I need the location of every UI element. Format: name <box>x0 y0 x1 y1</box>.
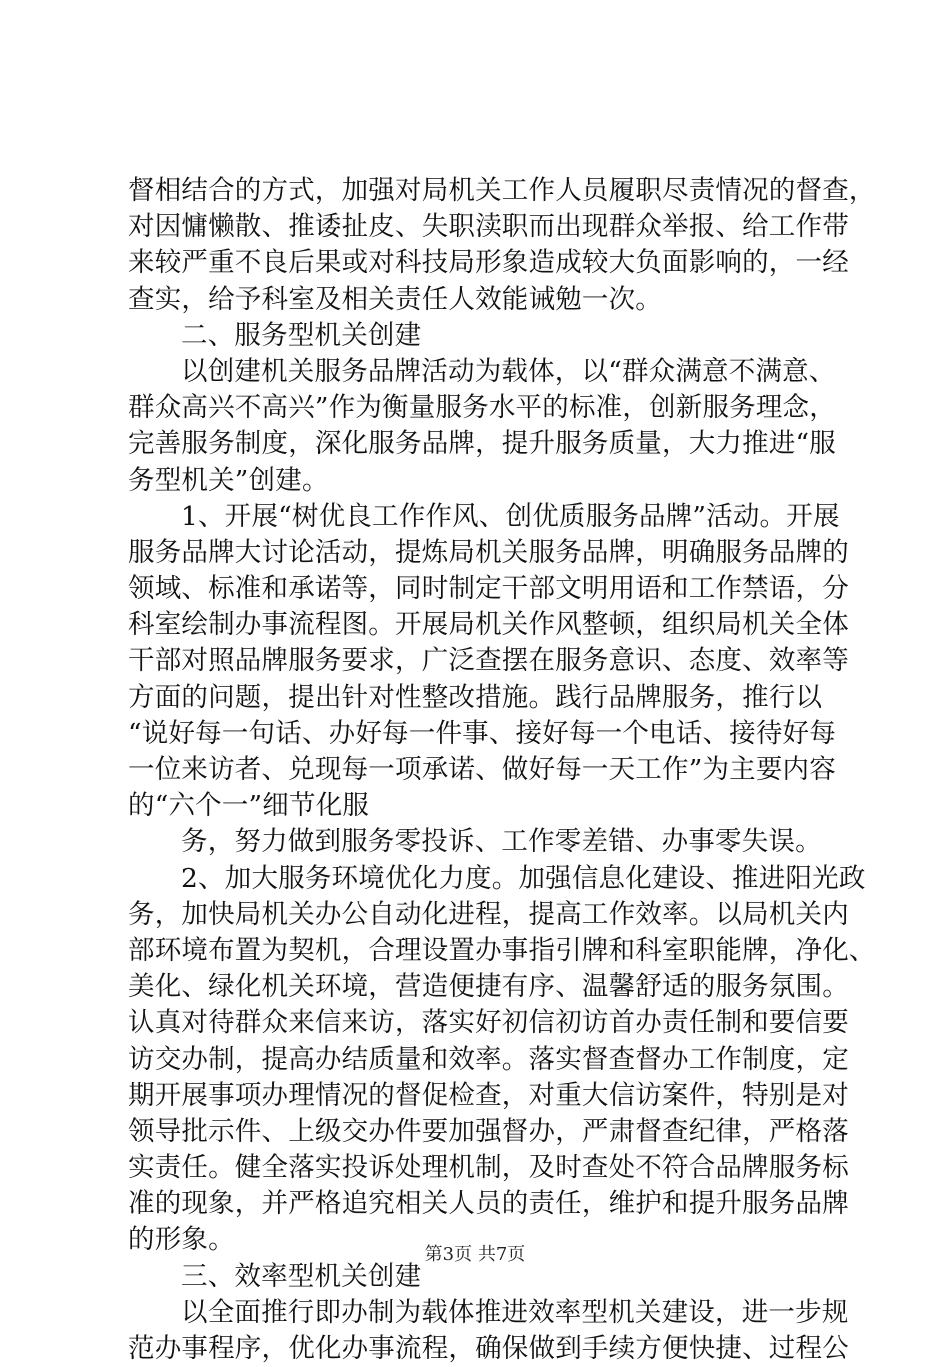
text-line: 方面的问题，提出针对性整改措施。践行品牌服务，推行以 <box>128 681 823 713</box>
text-line: 对因慵懒散、推诿扯皮、失职渎职而出现群众举报、给工作带 <box>128 211 849 243</box>
text-line: 准的现象，并严格追究相关人员的责任，维护和提升服务品牌 <box>128 1188 849 1220</box>
text-line: “说好每一句话、办好每一件事、接好每一个电话、接待好每 <box>128 717 836 749</box>
text-line: 以全面推行即办制为载体推进效率型机关建设，进一步规 <box>181 1296 849 1328</box>
text-line: 务，加快局机关办公自动化进程，提高工作效率。以局机关内 <box>128 898 849 930</box>
text-line: 访交办制，提高办结质量和效率。落实督查督办工作制度，定 <box>128 1043 849 1075</box>
text-line: 实责任。健全落实投诉处理机制，及时查处不符合品牌服务标 <box>128 1152 849 1184</box>
text-line: 务，努力做到服务零投诉、工作零差错、办事零失误。 <box>181 826 822 858</box>
text-line: 群众高兴不高兴”作为衡量服务水平的标准，创新服务理念， <box>128 392 836 424</box>
text-line: 领导批示件、上级交办件要加强督办，严肃督查纪律，严格落 <box>128 1115 849 1147</box>
text-line: 认真对待群众来信来访，落实好初信初访首办责任制和要信要 <box>128 1007 849 1039</box>
text-line: 完善服务制度，深化服务品牌，提升服务质量，大力推进“服 <box>128 428 836 460</box>
text-line: 三、效率型机关创建 <box>181 1260 422 1292</box>
text-line: 范办事程序，优化办事流程，确保做到手续方便快捷、过程公 <box>128 1333 849 1364</box>
text-line: 服务品牌大讨论活动，提炼局机关服务品牌，明确服务品牌的 <box>128 536 849 568</box>
text-line: 二、服务型机关创建 <box>181 319 422 351</box>
page-footer: 第3页 共7页 <box>424 1244 526 1265</box>
text-line: 2、加大服务环境优化力度。加强信息化建设、推进阳光政 <box>181 862 866 894</box>
text-line: 督相结合的方式，加强对局机关工作人员履职尽责情况的督查， <box>128 175 876 206</box>
text-line: 部环境布置为契机，合理设置办事指引牌和科室职能牌，净化、 <box>128 934 876 966</box>
text-line: 务型机关”创建。 <box>128 464 329 496</box>
text-line: 科室绘制办事流程图。开展局机关作风整顿，组织局机关全体 <box>128 609 849 641</box>
text-line: 来较严重不良后果或对科技局形象造成较大负面影响的，一经 <box>128 247 849 279</box>
text-line: 领域、标准和承诺等，同时制定干部文明用语和工作禁语，分 <box>128 573 849 605</box>
text-line: 的“六个一”细节化服 <box>128 790 370 822</box>
text-line: 干部对照品牌服务要求，广泛查摆在服务意识、态度、效率等 <box>128 645 849 677</box>
text-line: 的形象。 <box>128 1224 235 1256</box>
text-line: 以创建机关服务品牌活动为载体，以“群众满意不满意、 <box>181 355 836 387</box>
text-line: 期开展事项办理情况的督促检查，对重大信访案件，特别是对 <box>128 1079 849 1111</box>
text-line: 一位来访者、兑现每一项承诺、做好每一天工作”为主要内容 <box>128 754 836 785</box>
body-text <box>128 173 876 1367</box>
text-line: 1、开展“树优良工作作风、创优质服务品牌”活动。开展 <box>181 500 840 532</box>
text-line: 美化、绿化机关环境，营造便捷有序、温馨舒适的服务氛围。 <box>128 971 849 1003</box>
text-line: 查实，给予科室及相关责任人效能诫勉一次。 <box>128 283 662 315</box>
